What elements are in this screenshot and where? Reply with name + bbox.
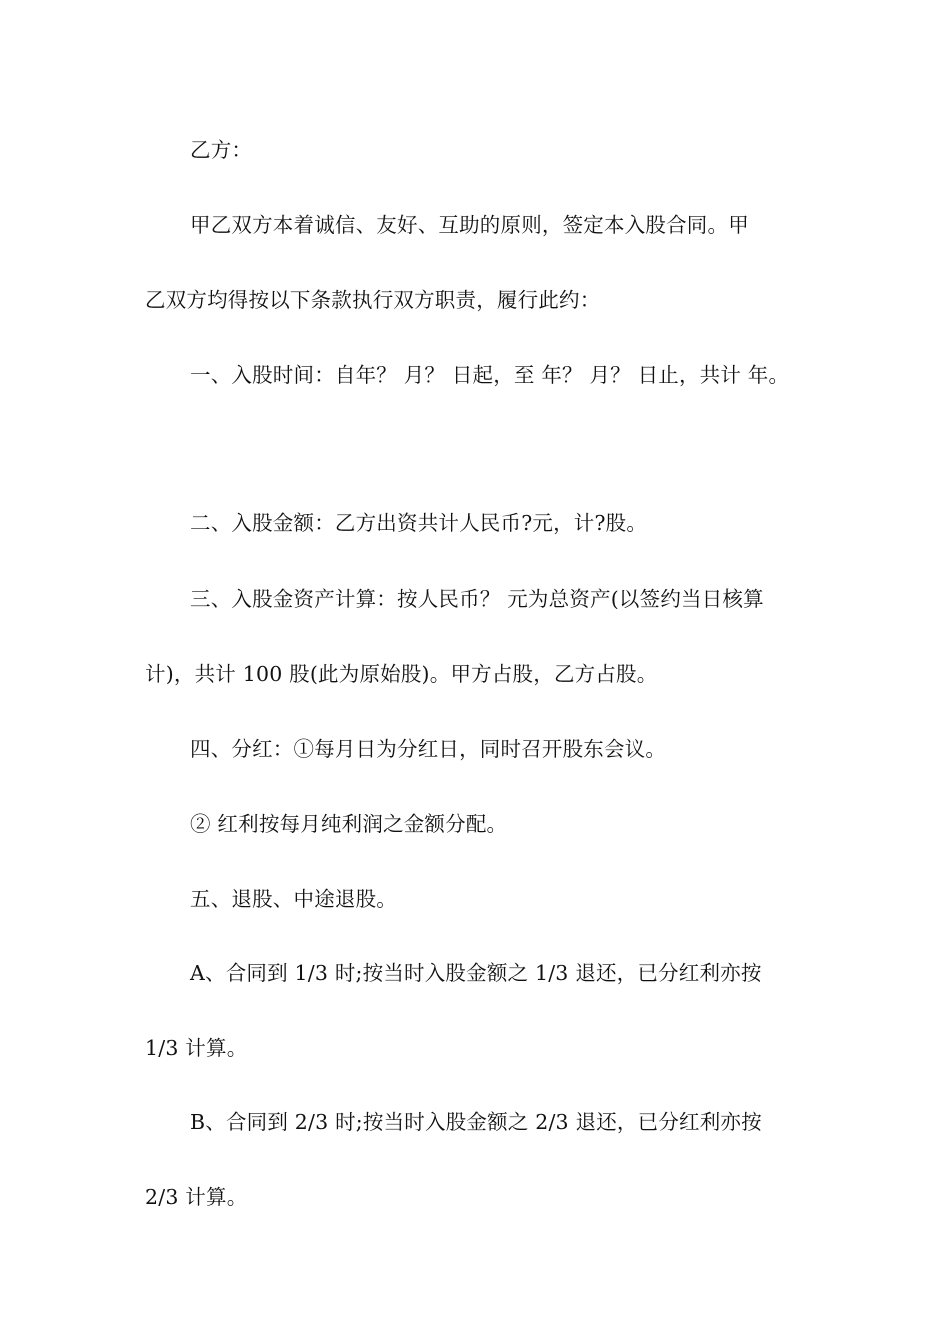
clause-5-withdrawal: 五、退股、中途退股。 xyxy=(190,887,397,911)
clause-5-item-a-line-2: 1/3 计算。 xyxy=(145,1036,248,1060)
clause-1-investment-period: 一、入股时间：自年？ 月？ 日起，至 年？ 月？ 日止，共计 年。 xyxy=(190,363,790,387)
preamble-line-1: 甲乙双方本着诚信、友好、互助的原则，签定本入股合同。甲 xyxy=(190,213,749,237)
clause-5-item-a-line-1: A、合同到 1/3 时;按当时入股金额之 1/3 退还，已分红利亦按 xyxy=(190,961,762,985)
clause-5-item-b-line-2: 2/3 计算。 xyxy=(145,1185,248,1209)
clause-3-asset-calculation-line-2: 计)，共计 100 股(此为原始股)。甲方占股，乙方占股。 xyxy=(145,662,658,686)
preamble-line-2: 乙双方均得按以下条款执行双方职责，履行此约： xyxy=(145,288,601,312)
clause-5-item-b-line-1: B、合同到 2/3 时;按当时入股金额之 2/3 退还，已分红利亦按 xyxy=(190,1110,762,1134)
clause-3-asset-calculation-line-1: 三、入股金资产计算：按人民币？ 元为总资产(以签约当日核算 xyxy=(190,587,764,611)
clause-4-dividend: 四、分红：①每月日为分红日，同时召开股东会议。 xyxy=(190,737,667,761)
clause-2-investment-amount: 二、入股金额：乙方出资共计人民币?元，计?股。 xyxy=(190,511,648,535)
party-b-label: 乙方： xyxy=(190,138,253,162)
clause-4-dividend-item-2: ② 红利按每月纯利润之金额分配。 xyxy=(190,812,508,836)
